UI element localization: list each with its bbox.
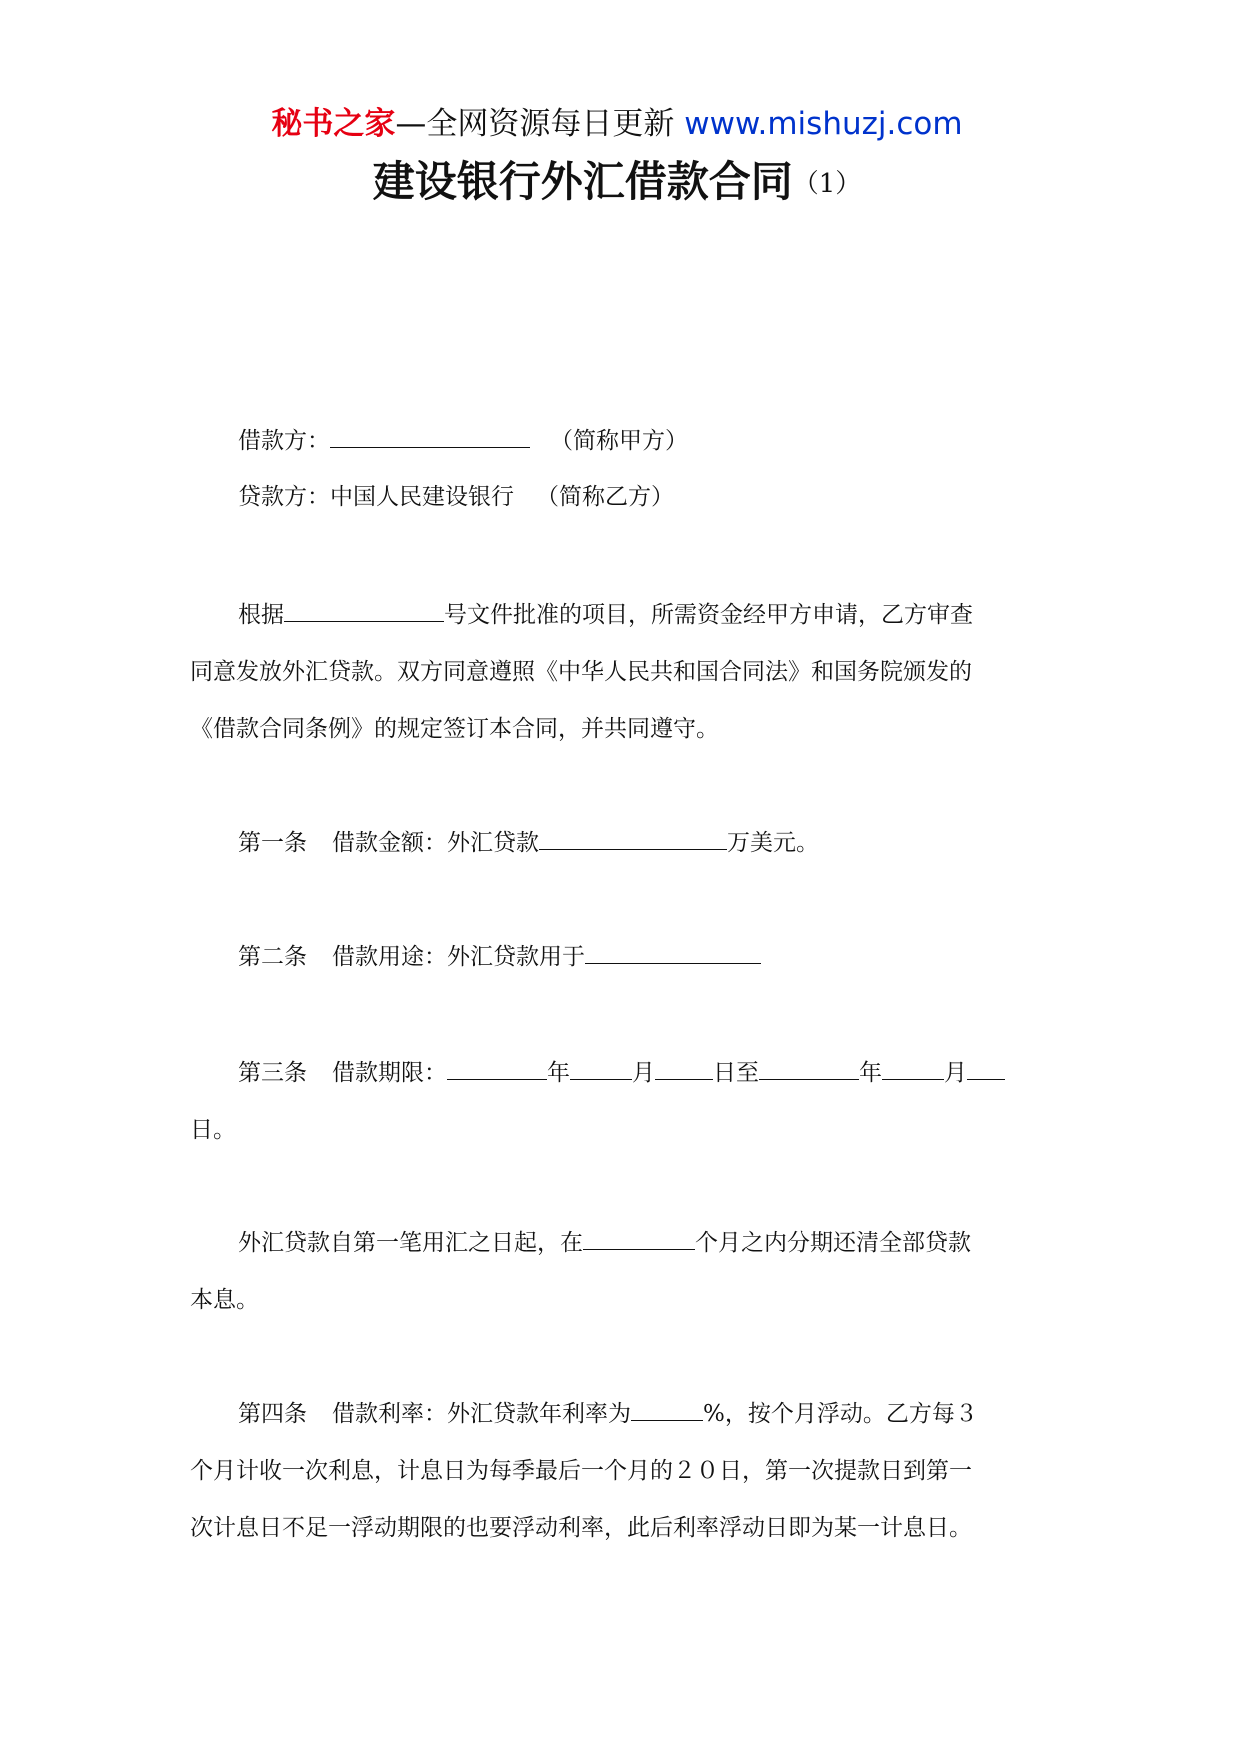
preamble-text: 根据 xyxy=(238,602,284,628)
month-unit: 月 xyxy=(944,1060,967,1086)
end-year-blank[interactable] xyxy=(759,1057,859,1080)
article-4-text: 借款利率：外汇贷款年利率为 xyxy=(332,1401,631,1427)
article-2 xyxy=(238,940,761,974)
loan-purpose-blank[interactable] xyxy=(585,941,761,964)
site-banner xyxy=(0,104,1234,144)
start-month-blank[interactable] xyxy=(570,1057,632,1080)
year-unit: 年 xyxy=(859,1060,882,1086)
article-1 xyxy=(238,826,819,860)
interest-rate-blank[interactable] xyxy=(631,1398,703,1421)
article-1-text: 借款金额：外汇贷款 xyxy=(332,830,539,856)
brand-name: 秘书之家 xyxy=(271,106,396,142)
article-4-text: %，按个月浮动。乙方每３ xyxy=(703,1401,978,1427)
borrower-blank[interactable] xyxy=(330,425,530,448)
end-month-blank[interactable] xyxy=(882,1057,944,1080)
article-4-line-1 xyxy=(238,1397,978,1431)
repayment-months-blank[interactable] xyxy=(583,1227,695,1250)
borrower-line xyxy=(238,424,688,458)
article-2-label: 第二条 xyxy=(238,944,307,970)
article-1-label: 第一条 xyxy=(238,830,307,856)
end-day-blank[interactable] xyxy=(967,1057,1005,1080)
article-3-label: 第三条 xyxy=(238,1060,307,1086)
article-4-label: 第四条 xyxy=(238,1401,307,1427)
preamble-text: 号文件批准的项目，所需资金经甲方申请，乙方审查 xyxy=(444,602,973,628)
article-3 xyxy=(238,1056,1005,1090)
document-title xyxy=(0,152,1234,221)
article-4-line-2: 个月计收一次利息，计息日为每季最后一个月的２０日，第一次提款日到第一 xyxy=(190,1458,972,1484)
repayment-line-1 xyxy=(238,1226,971,1260)
slogan: —全网资源每日更新 xyxy=(395,106,685,142)
year-unit: 年 xyxy=(547,1060,570,1086)
lender-label: 贷款方：中国人民建设银行 xyxy=(238,484,514,510)
repayment-line-2: 本息。 xyxy=(190,1287,259,1313)
article-3-continuation: 日。 xyxy=(190,1117,236,1143)
preamble-line-3: 《借款合同条例》的规定签订本合同，并共同遵守。 xyxy=(190,716,719,742)
start-day-blank[interactable] xyxy=(655,1057,713,1080)
repayment-text: 外汇贷款自第一笔用汇之日起，在 xyxy=(238,1230,583,1256)
title-number: （1） xyxy=(792,169,862,199)
document-number-blank[interactable] xyxy=(284,599,444,622)
article-1-text: 万美元。 xyxy=(727,830,819,856)
day-to-text: 日至 xyxy=(713,1060,759,1086)
article-4-line-3: 次计息日不足一浮动期限的也要浮动利率，此后利率浮动日即为某一计息日。 xyxy=(190,1515,972,1541)
month-unit: 月 xyxy=(632,1060,655,1086)
preamble-line-1 xyxy=(238,598,973,632)
site-url[interactable]: www.mishuzj.com xyxy=(684,106,963,142)
repayment-text: 个月之内分期还清全部贷款 xyxy=(695,1230,971,1256)
borrower-label: 借款方： xyxy=(238,428,330,454)
lender-line xyxy=(238,480,674,514)
article-3-text: 借款期限： xyxy=(332,1060,447,1086)
start-year-blank[interactable] xyxy=(447,1057,547,1080)
loan-amount-blank[interactable] xyxy=(539,827,727,850)
lender-note: （简称乙方） xyxy=(536,484,674,510)
borrower-note: （简称甲方） xyxy=(550,428,688,454)
article-2-text: 借款用途：外汇贷款用于 xyxy=(332,944,585,970)
preamble-line-2: 同意发放外汇贷款。双方同意遵照《中华人民共和国合同法》和国务院颁发的 xyxy=(190,659,972,685)
title-main: 建设银行外汇借款合同 xyxy=(372,157,793,206)
